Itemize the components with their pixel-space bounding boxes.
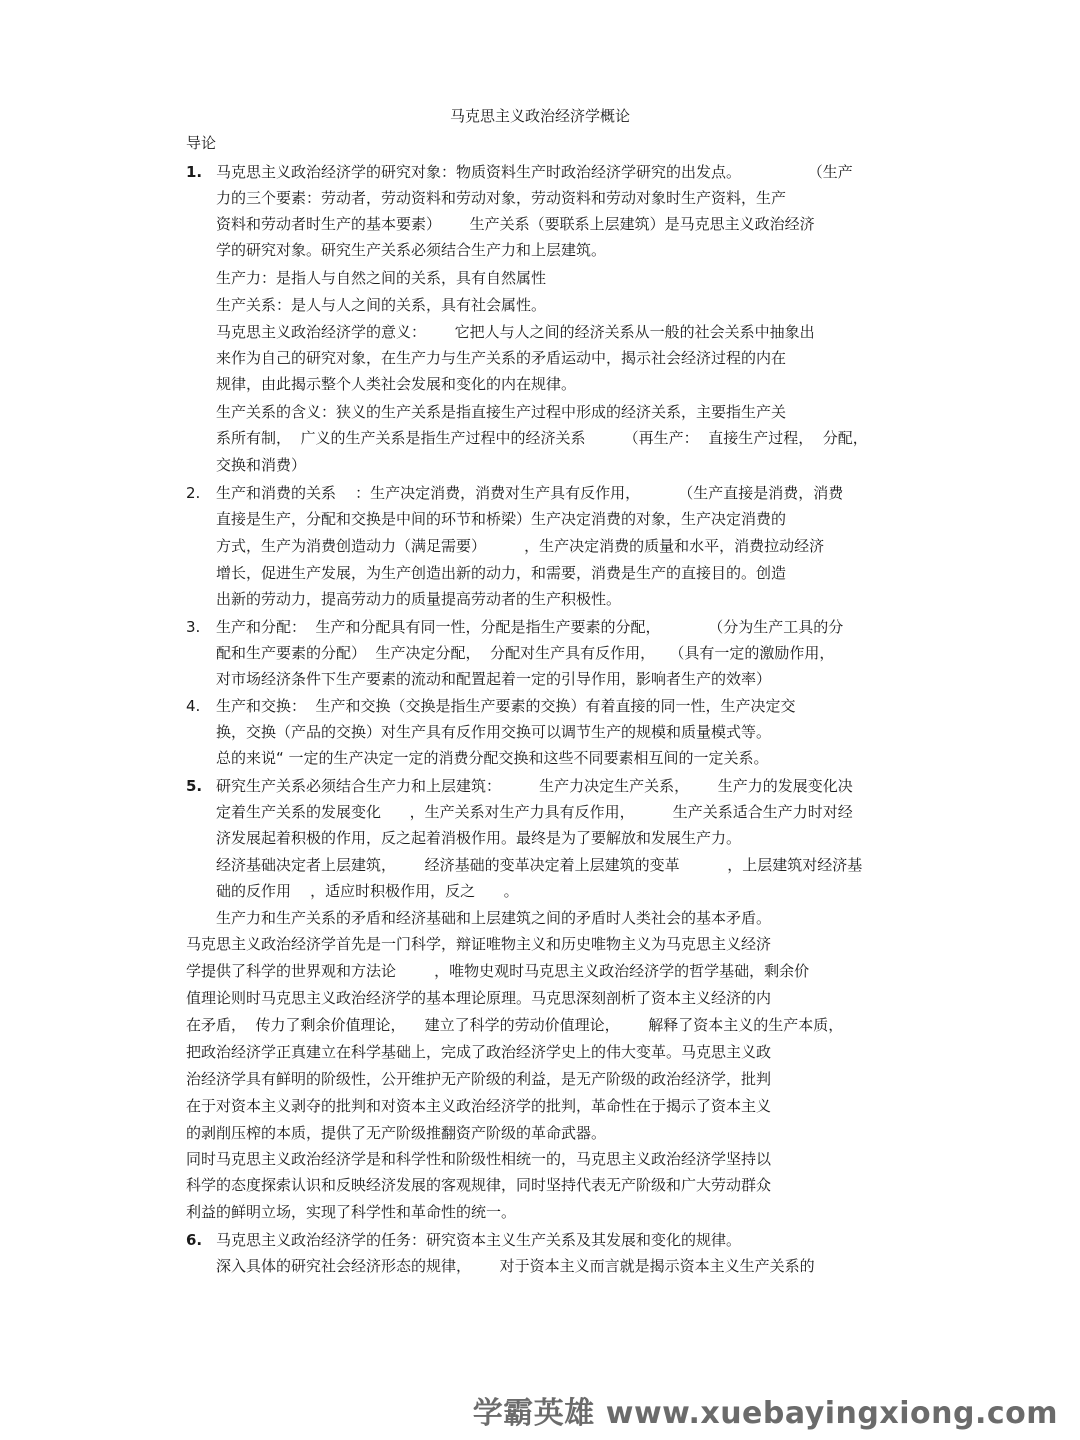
text-line: 把政治经济学正真建立在科学基础上，完成了政治经济学史上的伟大变革。马克思主义政 (186, 1043, 772, 1061)
section-heading: 导论 (186, 134, 217, 152)
item-number: 2. (186, 484, 201, 502)
text-line: 同时马克思主义政治经济学是和科学性和阶级性相统一的，马克思主义政治经济学坚持以 (186, 1150, 772, 1168)
text-line: 深入具体的研究社会经济形态的规律， 对于资本主义而言就是揭示资本主义生产关系的 (216, 1257, 815, 1275)
text-line: 马克思主义政治经济学的研究对象：物质资料生产时政治经济学研究的出发点。 （生产 (216, 163, 853, 181)
text-line: 生产关系的含义：狭义的生产关系是指直接生产过程中形成的经济关系，主要指生产关 (216, 403, 787, 421)
text-line: 生产关系：是人与人之间的关系，具有社会属性。 (216, 296, 547, 314)
text-line: 配和生产要素的分配） 生产决定分配， 分配对生产具有反作用， （具有一定的激励作用， (216, 644, 835, 662)
text-line: 换，交换（产品的交换）对生产具有反作用交换可以调节生产的规模和质量模式等。 (216, 723, 772, 741)
text-line: 学提供了科学的世界观和方法论 ，唯物史观时马克思主义政治经济学的哲学基础，剩余价 (186, 962, 810, 980)
text-line: 治经济学具有鲜明的阶级性，公开维护无产阶级的利益，是无产阶级的政治经济学，批判 (186, 1070, 772, 1088)
document-title: 马克思主义政治经济学概论 (449, 107, 630, 125)
text-line: 总的来说“ 一定的生产决定一定的消费分配交换和这些不同要素相互间的一定关系。 (216, 749, 769, 767)
text-line: 学的研究对象。研究生产关系必须结合生产力和上层建筑。 (216, 241, 607, 259)
text-line: 定着生产关系的发展变化 ，生产关系对生产力具有反作用， 生产关系适合生产力时对经 (216, 803, 853, 821)
text-line: 值理论则时马克思主义政治经济学的基本理论原理。马克思深刻剖析了资本主义经济的内 (186, 989, 772, 1007)
item-number: 3. (186, 618, 201, 636)
text-line: 经济基础决定者上层建筑， 经济基础的变革决定着上层建筑的变革 ，上层建筑对经济基 (216, 856, 863, 874)
text-line: 方式，生产为消费创造动力（满足需要） ，生产决定消费的质量和水平，消费拉动经济 (216, 537, 825, 555)
text-line: 科学的态度探索认识和反映经济发展的客观规律，同时坚持代表无产阶级和广大劳动群众 (186, 1176, 772, 1194)
text-line: 增长，促进生产发展，为生产创造出新的动力，和需要，消费是生产的直接目的。创造 (216, 564, 787, 582)
text-line: 对市场经济条件下生产要素的流动和配置起着一定的引导作用，影响者生产的效率） (216, 670, 772, 688)
text-line: 在矛盾， 传力了剩余价值理论， 建立了科学的劳动价值理论， 解释了资本主义的生产本质， (186, 1016, 844, 1034)
text-line: 资料和劳动者时生产的基本要素） 生产关系（要联系上层建筑）是马克思主义政治经济 (216, 215, 815, 233)
text-line: 生产和交换： 生产和交换（交换是指生产要素的交换）有着直接的同一性，生产决定交 (216, 697, 796, 715)
text-line: 的剥削压榨的本质，提供了无产阶级推翻资产阶级的革命武器。 (186, 1124, 607, 1142)
text-line: 研究生产关系必须结合生产力和上层建筑： 生产力决定生产关系， 生产力的发展变化决 (216, 777, 853, 795)
text-line: 规律，由此揭示整个人类社会发展和变化的内在规律。 (216, 375, 577, 393)
item-number: 5. (186, 777, 203, 795)
text-line: 础的反作用 ，适应时积极作用，反之 。 (216, 882, 519, 900)
text-line: 出新的劳动力，提高劳动力的质量提高劳动者的生产积极性。 (216, 590, 622, 608)
text-line: 马克思主义政治经济学首先是一门科学，辩证唯物主义和历史唯物主义为马克思主义经济 (186, 935, 772, 953)
item-number: 6. (186, 1231, 203, 1249)
text-line: 力的三个要素：劳动者，劳动资料和劳动对象，劳动资料和劳动对象时生产资料，生产 (216, 189, 787, 207)
text-line: 马克思主义政治经济学的意义： 它把人与人之间的经济关系从一般的社会关系中抽象出 (216, 323, 815, 341)
text-line: 生产力和生产关系的矛盾和经济基础和上层建筑之间的矛盾时人类社会的基本矛盾。 (216, 909, 772, 927)
text-line: 交换和消费） (216, 456, 307, 474)
text-line: 在于对资本主义剥夺的批判和对资本主义政治经济学的批判，革命性在于揭示了资本主义 (186, 1097, 772, 1115)
text-line: 利益的鲜明立场，实现了科学性和革命性的统一。 (186, 1203, 517, 1221)
item-number: 4. (186, 697, 201, 715)
text-line: 马克思主义政治经济学的任务：研究资本主义生产关系及其发展和变化的规律。 (216, 1231, 742, 1249)
text-line: 系所有制， 广义的生产关系是指生产过程中的经济关系 （再生产： 直接生产过程， 分配， (216, 429, 868, 447)
text-line: 直接是生产，分配和交换是中间的环节和桥梁）生产决定消费的对象，生产决定消费的 (216, 510, 787, 528)
text-line: 济发展起着积极的作用，反之起着消极作用。最终是为了要解放和发展生产力。 (216, 829, 742, 847)
text-line: 来作为自己的研究对象，在生产力与生产关系的矛盾运动中，揭示社会经济过程的内在 (216, 349, 787, 367)
text-line: 生产力：是指人与自然之间的关系，具有自然属性 (216, 269, 547, 287)
text-line: 生产和消费的关系 ：生产决定消费，消费对生产具有反作用， （生产直接是消费，消费 (216, 484, 844, 502)
text-line: 生产和分配： 生产和分配具有同一性，分配是指生产要素的分配， （分为生产工具的分 (216, 618, 844, 636)
watermark: 学霸英雄 www.xuebayingxiong.com (472, 1396, 1058, 1431)
item-number: 1. (186, 163, 203, 181)
